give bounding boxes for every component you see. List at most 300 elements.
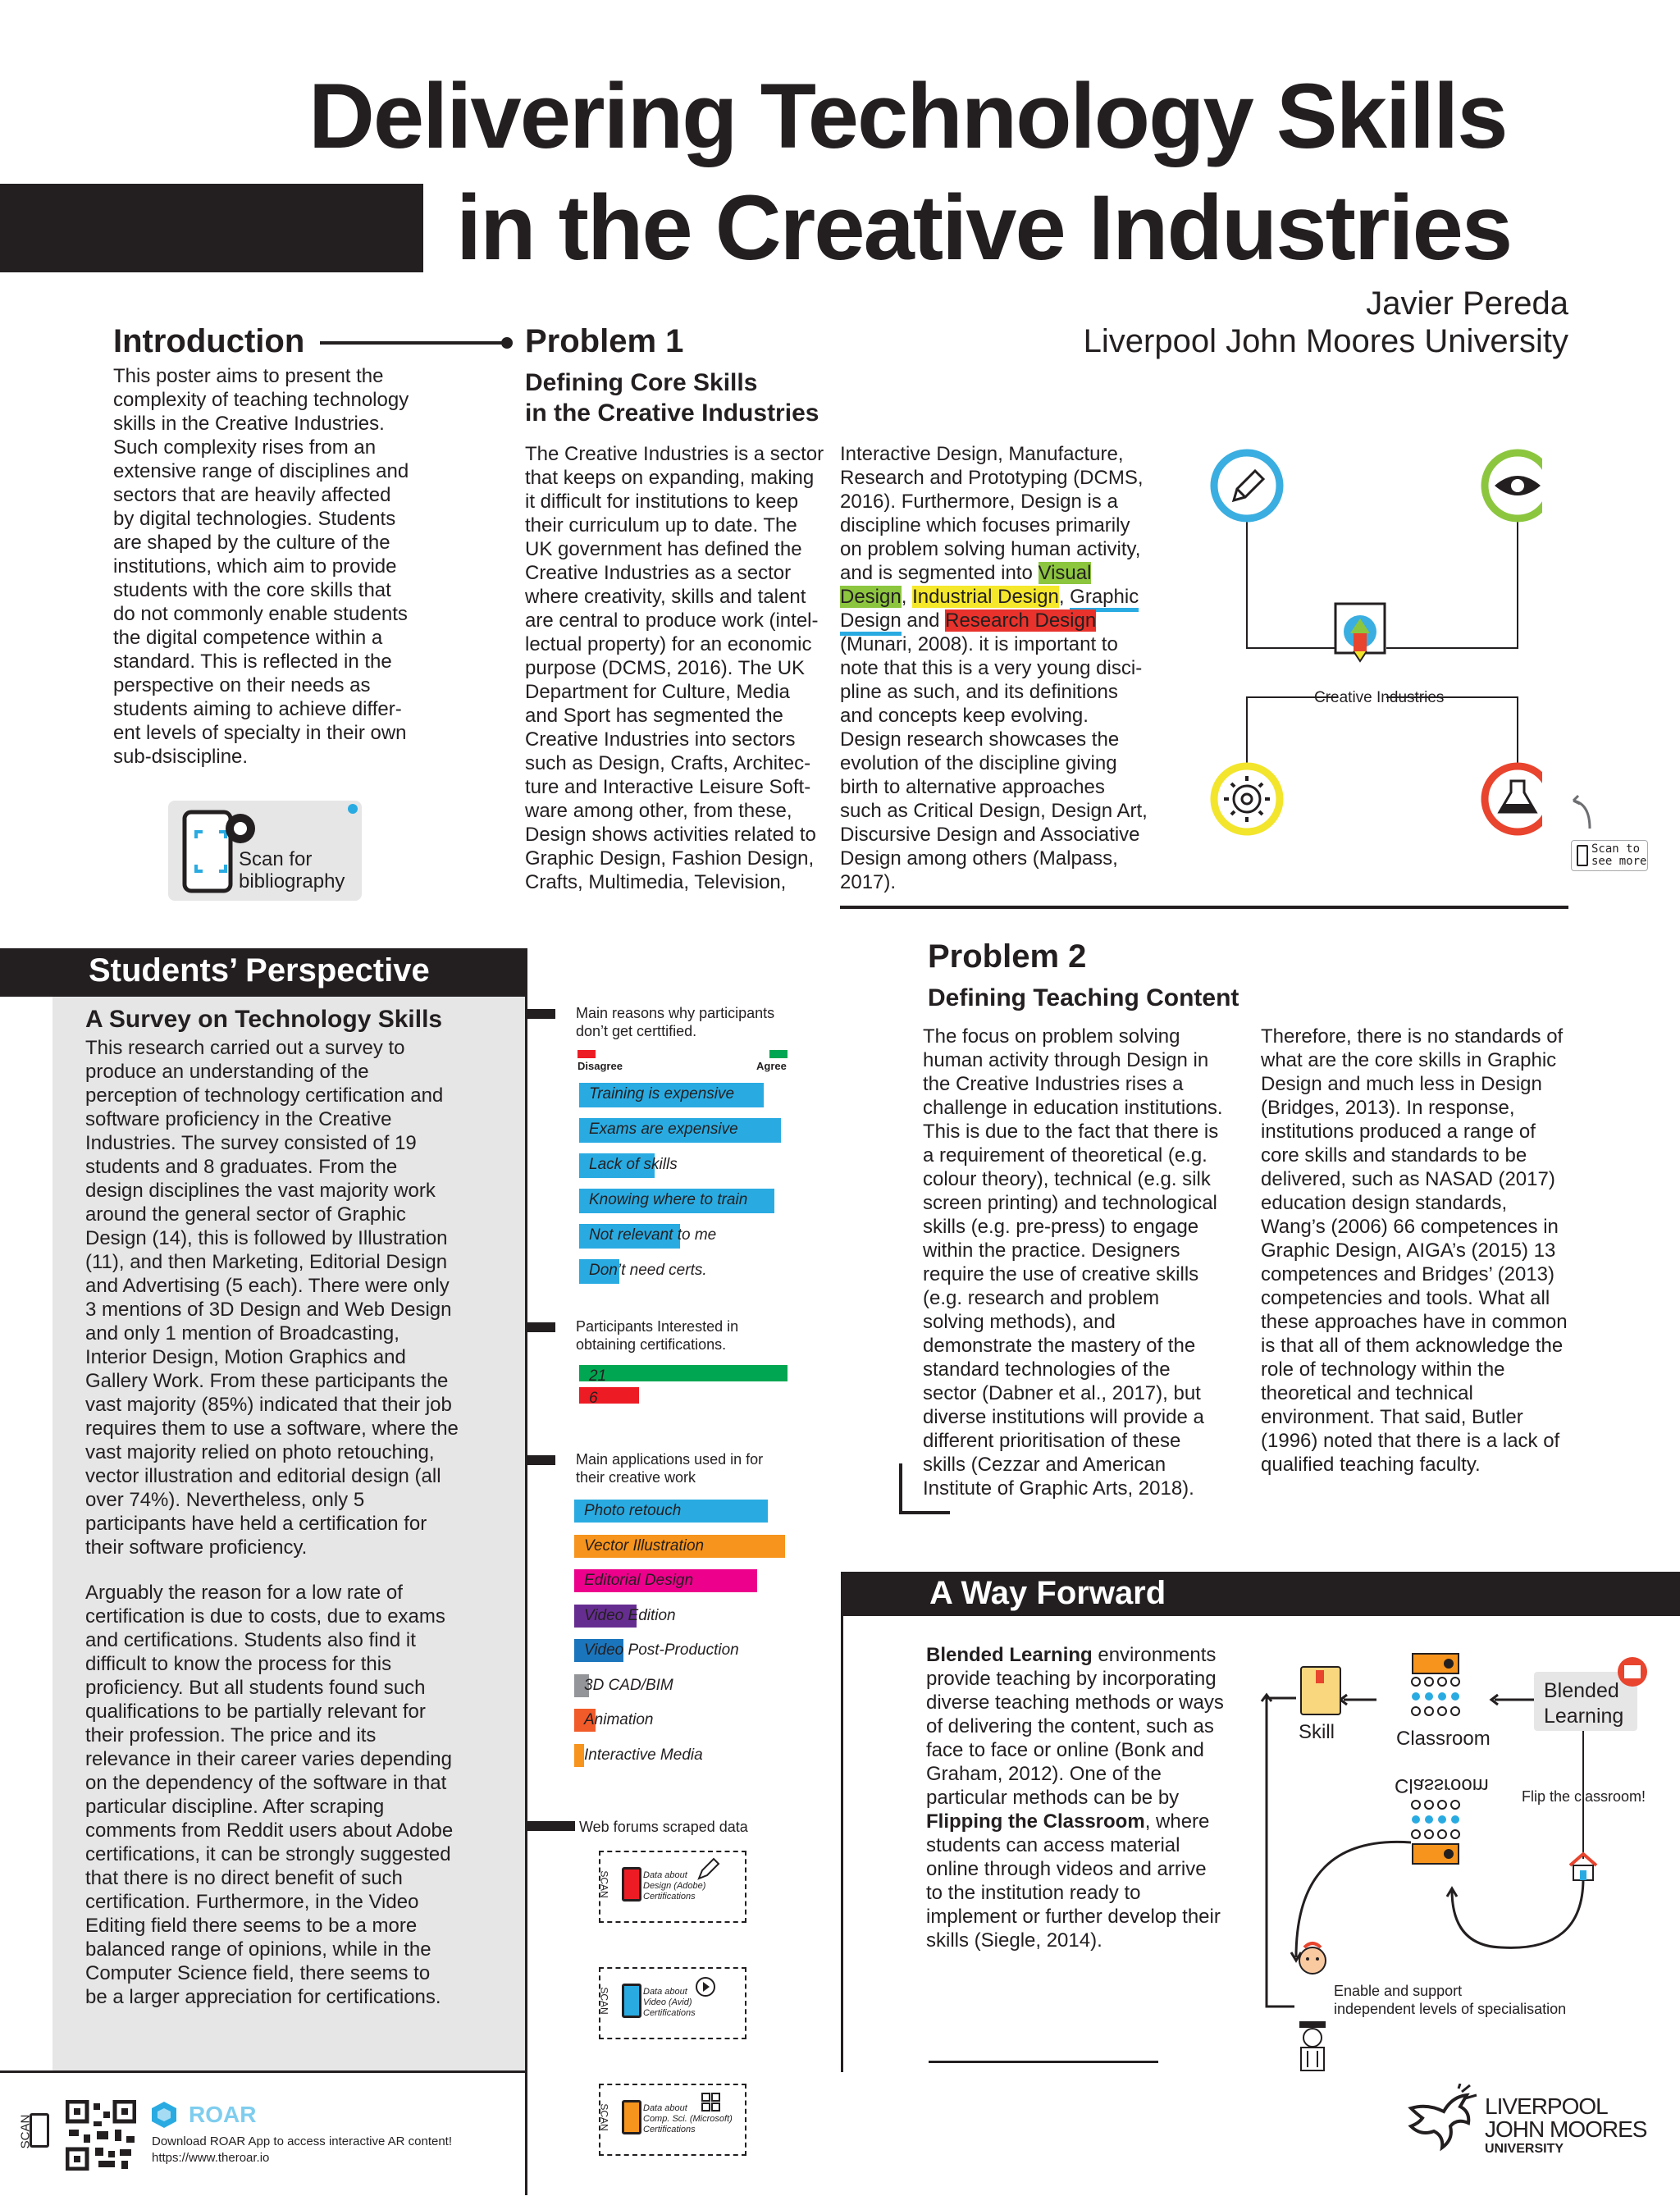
students-subheading: A Survey on Technology Skills xyxy=(85,1006,443,1033)
chart1-tick xyxy=(527,1009,555,1019)
forum-item-line-2: Video (Avid) xyxy=(643,1997,692,2007)
chart3-bar-label: Editorial Design xyxy=(584,1572,694,1589)
roar-wordmark: ROAR xyxy=(189,2102,257,2127)
text-segment: , xyxy=(901,586,913,608)
students-body-b xyxy=(85,1581,512,2009)
p1-line: Design among others (Malpass, xyxy=(840,847,1118,870)
chart3-bar xyxy=(574,1674,673,1697)
intro-line: standard. This is reflected in the xyxy=(113,651,392,673)
chart3-bar xyxy=(574,1744,703,1767)
p1-line: Design shows activities related to xyxy=(525,824,816,846)
chart1-bar xyxy=(579,1118,781,1143)
forum-item-line-3: Certifications xyxy=(643,1892,696,1902)
p1-line: their curriculum up to date. The xyxy=(525,514,797,536)
problem1-heading: Problem 1 xyxy=(525,323,684,359)
p2-line: these approaches have in common xyxy=(1261,1311,1568,1333)
problem1-col1 xyxy=(525,442,837,894)
intro-line: by digital technologies. Students xyxy=(113,508,396,530)
p1-line: pline as such, and its definitions xyxy=(840,681,1118,703)
p2-line: Therefore, there is no standards of xyxy=(1261,1025,1564,1048)
students-line: Gallery Work. From these participants the xyxy=(85,1370,449,1392)
forward-line: provide teaching by incorporating xyxy=(926,1668,1217,1690)
chart3-bar-label: Video Edition xyxy=(584,1606,676,1624)
p2-line: solving methods), and xyxy=(923,1311,1116,1333)
p2-line: require the use of creative skills xyxy=(923,1263,1199,1285)
p2-line: screen printing) and technological xyxy=(923,1192,1217,1214)
forum-item-line-1: Data about xyxy=(643,2103,687,2113)
text-segment: , xyxy=(1058,586,1071,608)
p1-line: Graphic Design, Fashion Design, xyxy=(525,847,815,870)
chart1-bar xyxy=(579,1224,717,1249)
problem1-divider xyxy=(840,906,1568,909)
students-line: Arguably the reason for a low rate of xyxy=(85,1582,403,1604)
p2-line: competencies and tools. What all xyxy=(1261,1287,1550,1309)
students-line: over 74%). Nevertheless, only 5 xyxy=(85,1489,365,1511)
students-line: their profession. The price and its xyxy=(85,1724,377,1746)
p2-line: institutions produced a range of xyxy=(1261,1121,1536,1143)
highlight-industrial: Industrial Design xyxy=(912,586,1059,608)
footer-phone-icon xyxy=(30,2113,49,2148)
p1-line: Creative Industries as a sector xyxy=(525,562,792,584)
p1-line: such as Critical Design, Design Art, xyxy=(840,800,1148,822)
p2-line: skills (e.g. pre-press) to engage xyxy=(923,1216,1199,1238)
students-line: that there is no direct benefit of such xyxy=(85,1867,403,1889)
p2-line: core skills and standards to be xyxy=(1261,1144,1527,1166)
roar-url[interactable]: https://www.theroar.io xyxy=(152,2151,270,2165)
chart3-bar xyxy=(574,1569,757,1592)
students-line: perception of technology certification and xyxy=(85,1084,444,1107)
footer-scan-word: SCAN xyxy=(18,2114,33,2149)
students-line: qualifications to be partially relevant for xyxy=(85,1701,426,1723)
forward-line: diverse teaching methods or ways xyxy=(926,1692,1224,1714)
p2-line: Institute of Graphic Arts, 2018). xyxy=(923,1477,1194,1500)
p2-line: qualified teaching faculty. xyxy=(1261,1454,1481,1476)
author-name: Javier Pereda xyxy=(1366,285,1568,322)
forward-body xyxy=(926,1643,1254,1952)
p1-line: purpose (DCMS, 2016). The UK xyxy=(525,657,806,679)
p1-line: Creative Industries into sectors xyxy=(525,728,796,751)
intro-line: institutions, which aim to provide xyxy=(113,555,397,578)
pencil-icon xyxy=(1214,453,1280,518)
forward-line: skills (Siegle, 2014). xyxy=(926,1929,1102,1952)
students-line: balanced range of opinions, while in the xyxy=(85,1938,431,1961)
forum-phone-icon xyxy=(622,2100,641,2134)
enable-line-1: Enable and support xyxy=(1334,1983,1463,1999)
problem1-subheading xyxy=(525,368,819,428)
chart2-bar xyxy=(579,1365,788,1385)
highlight-research: Research Design xyxy=(945,609,1097,632)
p1-line: and Sport has segmented the xyxy=(525,705,783,727)
forward-line: students can access material xyxy=(926,1834,1180,1856)
intro-line: ent levels of specialty in their own xyxy=(113,722,407,744)
students-line: produce an understanding of the xyxy=(85,1061,369,1083)
intro-line: skills in the Creative Industries. xyxy=(113,413,385,435)
students-line: be a larger appreciation for certifications. xyxy=(85,1986,441,2008)
book-icon xyxy=(1301,1667,1340,1714)
chart1-bar xyxy=(579,1083,764,1107)
chart1-legend-agree: Agree xyxy=(756,1060,787,1072)
intro-line: students aiming to achieve differ- xyxy=(113,698,402,720)
p1-line-highlighted xyxy=(840,561,1168,585)
intro-line: sectors that are heavily affected xyxy=(113,484,391,506)
students-body-a xyxy=(85,1036,512,1559)
chart3-bar xyxy=(574,1709,654,1732)
p1-line: and concepts keep evolving. xyxy=(840,705,1089,727)
p1-line: discipline which focuses primarily xyxy=(840,514,1130,536)
diagram-skill-label: Skill xyxy=(1299,1721,1335,1743)
forum-marker-avid[interactable] xyxy=(599,1967,746,2039)
problem2-col2 xyxy=(1261,1025,1605,1477)
chart1-bar xyxy=(579,1259,707,1284)
diagram-scan-text xyxy=(1591,843,1646,868)
curved-arrow-icon xyxy=(1565,792,1598,833)
p2-line: what are the core skills in Graphic xyxy=(1261,1049,1557,1071)
chart2-bar-label: 6 xyxy=(589,1390,598,1407)
forward-line: implement or further develop their xyxy=(926,1906,1221,1928)
p2-line: is that all of them acknowledge the xyxy=(1261,1335,1564,1357)
p2-line: colour theory), technical (e.g. silk xyxy=(923,1168,1211,1190)
problem2-col1 xyxy=(923,1025,1251,1500)
chart2-title-line-1: Participants Interested in xyxy=(576,1318,739,1335)
students-line: and only 1 mention of Broadcasting, xyxy=(85,1322,399,1345)
blended-line-2: Learning xyxy=(1544,1705,1624,1728)
p2-line: environment. That said, Butler xyxy=(1261,1406,1523,1428)
forum-item-line-1: Data about xyxy=(643,1987,687,1997)
forward-line xyxy=(926,1810,1254,1833)
p2-line: Wang’s (2006) 66 competences in xyxy=(1261,1216,1559,1238)
p2-line: sector (Dabner et al., 2017), but xyxy=(923,1382,1201,1404)
diagram-blended-label xyxy=(1544,1678,1623,1729)
roar-download-text: Download ROAR App to access interactive AR content! xyxy=(152,2134,453,2148)
p1-line: Discursive Design and Associative xyxy=(840,824,1140,846)
p1-line-highlighted xyxy=(840,609,1168,632)
problem2-heading: Problem 2 xyxy=(928,938,1087,975)
student-icon xyxy=(1299,1943,1326,1974)
chart1-legend-disagree-swatch xyxy=(578,1050,596,1058)
forum-marker-adobe[interactable] xyxy=(599,1851,746,1923)
students-line: proficiency. But all students found such xyxy=(85,1677,426,1699)
forum-phone-icon xyxy=(622,1984,641,2018)
students-line: on the dependency of the software in that xyxy=(85,1772,447,1794)
students-line: software proficiency in the Creative xyxy=(85,1108,392,1130)
forum-item-line-3: Certifications xyxy=(643,2008,696,2018)
chart1-bar-label: Training is expensive xyxy=(589,1085,735,1103)
problem1-subheading-line-2: in the Creative Industries xyxy=(525,399,819,427)
p1-line: 2017). xyxy=(840,871,897,893)
highlight-visual: Visual xyxy=(1038,562,1092,584)
students-line: design disciplines the vast majority work xyxy=(85,1180,436,1202)
ljmu-liver-bird-logo xyxy=(1404,2084,1483,2153)
text-segment: , where xyxy=(1144,1810,1210,1833)
p2-line: The focus on problem solving xyxy=(923,1025,1180,1048)
diagram-scan-badge[interactable] xyxy=(1571,840,1648,871)
chart3-bar xyxy=(574,1605,676,1628)
students-line: Industries. The survey consisted of 19 xyxy=(85,1132,417,1154)
creative-industries-icon xyxy=(1335,604,1385,661)
intro-line: extensive range of disciplines and xyxy=(113,460,409,482)
p1-line: ware among other, from these, xyxy=(525,800,792,822)
p2-line: Design and much less in Design xyxy=(1261,1073,1542,1095)
p2-line: different prioritisation of these xyxy=(923,1430,1181,1452)
students-line: 3 mentions of 3D Design and Web Design xyxy=(85,1299,452,1321)
p2-line: education design standards, xyxy=(1261,1192,1508,1214)
scan-dot xyxy=(348,804,358,814)
title-bar-accent xyxy=(0,184,423,272)
p2-line: challenge in education institutions. xyxy=(923,1097,1223,1119)
students-line: and Advertising (5 each). There were only xyxy=(85,1275,450,1297)
chart3-bar xyxy=(574,1500,768,1523)
intro-line: students with the core skills that xyxy=(113,579,391,601)
students-line: difficult to know the process for this xyxy=(85,1653,392,1675)
chart1-bar-label: Not relevant to me xyxy=(589,1226,717,1244)
problem1-subheading-line-1: Defining Core Skills xyxy=(525,369,758,396)
eye-icon xyxy=(1485,453,1542,518)
chart1-bar xyxy=(579,1189,774,1213)
footer-top-rule xyxy=(0,2070,525,2073)
p1-line: it difficult for institutions to keep xyxy=(525,491,799,513)
students-band-title: Students’ Perspective xyxy=(89,952,430,988)
forward-vertical-rule xyxy=(841,1616,843,2072)
creative-industries-diagram xyxy=(1198,443,1542,853)
p1-line: (Munari, 2008). it is important to xyxy=(840,633,1118,655)
chart3-tick xyxy=(527,1455,555,1465)
forum-item-line-2: Design (Adobe) xyxy=(643,1881,706,1891)
scan-text-line-2: see more xyxy=(1591,855,1647,868)
chart3-title xyxy=(576,1450,763,1486)
diagram-enable-label xyxy=(1334,1982,1566,2018)
windows-icon xyxy=(701,2092,722,2113)
forward-line: online through videos and arrive xyxy=(926,1858,1207,1880)
students-line: their software proficiency. xyxy=(85,1536,308,1559)
classroom-icon xyxy=(1412,1654,1459,1715)
students-line: vector illustration and editorial design (all xyxy=(85,1465,441,1487)
forum-item-text xyxy=(643,1987,696,2019)
forum-scan-word: SCAN xyxy=(598,1870,610,1898)
students-line: participants have held a certification for xyxy=(85,1513,427,1535)
enable-line-2: independent levels of specialisation xyxy=(1334,2001,1567,2017)
chart3-title-line-1: Main applications used in for xyxy=(576,1451,764,1468)
students-line: and certifications. Students also find it xyxy=(85,1629,416,1651)
diagram-flip-label: Flip the classroom! xyxy=(1522,1788,1646,1805)
intro-line: are shaped by the culture of the xyxy=(113,532,390,554)
students-line: (11), and then Marketing, Editorial Design xyxy=(85,1251,448,1273)
text-segment: environments xyxy=(1092,1644,1217,1666)
p1-line: note that this is a very young disci- xyxy=(840,657,1143,679)
problem2-bracket xyxy=(899,1463,950,1514)
blended-line-1: Blended xyxy=(1544,1679,1619,1702)
forward-bottom-rule xyxy=(929,2061,1158,2063)
forum-scan-word: SCAN xyxy=(598,1987,610,2015)
p1-line: on problem solving human activity, xyxy=(840,538,1141,560)
forward-line: particular methods can be by xyxy=(926,1787,1180,1809)
p1-line: The Creative Industries is a sector xyxy=(525,443,824,465)
chart3-bar xyxy=(574,1639,739,1662)
p1-line: Research and Prototyping (DCMS, xyxy=(840,467,1144,489)
graduate-icon xyxy=(1299,2021,1326,2070)
scan-label xyxy=(239,848,345,893)
p2-line: Graphic Design, AIGA’s (2015) 13 xyxy=(1261,1240,1556,1262)
text-segment: and xyxy=(901,609,946,632)
students-line: requires them to use a software, where the xyxy=(85,1418,459,1440)
p1-line: UK government has defined the xyxy=(525,538,802,560)
diagram-classroom-flipped-label: Classroom xyxy=(1395,1774,1489,1797)
chart1-legend-disagree: Disagree xyxy=(578,1060,623,1072)
forward-line xyxy=(926,1643,1254,1667)
students-line: particular discipline. After scraping xyxy=(85,1796,385,1818)
forum-phone-icon xyxy=(622,1867,641,1902)
problem2-subheading: Defining Teaching Content xyxy=(928,984,1239,1011)
text-segment: and is segmented into xyxy=(840,562,1039,584)
p2-line: a requirement of theoretical (e.g. xyxy=(923,1144,1208,1166)
forum-marker-microsoft[interactable] xyxy=(599,2084,746,2156)
ljmu-logo-line-2: JOHN MOORES xyxy=(1485,2116,1647,2142)
intro-line: the digital competence within a xyxy=(113,627,383,649)
p2-line: competences and Bridges’ (2013) xyxy=(1261,1263,1554,1285)
p2-line: standard technologies of the xyxy=(923,1358,1171,1381)
p2-line: skills (Cezzar and American xyxy=(923,1454,1166,1476)
flask-icon xyxy=(1485,766,1542,832)
students-line: certification. Furthermore, in the Video xyxy=(85,1891,419,1913)
p1-line-highlighted xyxy=(840,585,1168,609)
chart1-bar-label: Lack of skills xyxy=(589,1156,678,1173)
intro-line: This poster aims to present the xyxy=(113,365,384,387)
forum-item-line-2: Comp. Sci. (Microsoft) xyxy=(643,2114,733,2124)
p1-line: 2016). Furthermore, Design is a xyxy=(840,491,1118,513)
intro-heading: Introduction xyxy=(113,323,305,359)
chart1-legend-agree-swatch xyxy=(769,1050,788,1058)
p2-line: demonstrate the mastery of the xyxy=(923,1335,1196,1357)
students-line: Design (14), this is followed by Illustration xyxy=(85,1227,448,1249)
forum-item-line-1: Data about xyxy=(643,1870,687,1880)
chart1-bar-label: Don’t need certs. xyxy=(589,1262,707,1279)
roar-qr-code[interactable] xyxy=(66,2100,136,2171)
p2-line: within the practice. Designers xyxy=(923,1240,1180,1262)
p1-line: ture and Interactive Leisure Soft- xyxy=(525,776,811,798)
students-line: students and 8 graduates. From the xyxy=(85,1156,398,1178)
p1-line: Interactive Design, Manufacture, xyxy=(840,443,1124,465)
chart3-bar-label: Interactive Media xyxy=(584,1746,703,1764)
p1-line: that keeps on expanding, making xyxy=(525,467,815,489)
pen-icon xyxy=(696,1857,720,1882)
poster-title-line-1: Delivering Technology Skills xyxy=(308,65,1507,167)
highlight-graphic: Graphic xyxy=(1070,586,1139,612)
poster-title-line-2: in the Creative Industries xyxy=(456,176,1512,279)
forums-title: Web forums scraped data xyxy=(579,1819,748,1835)
intro-line: Such complexity rises from an xyxy=(113,436,377,459)
chart3-bar-label: 3D CAD/BIM xyxy=(584,1676,673,1694)
gear-icon xyxy=(1214,766,1280,832)
p1-line: birth to alternative approaches xyxy=(840,776,1105,798)
students-line: Interior Design, Motion Graphics and xyxy=(85,1346,406,1368)
bibliography-scan-button[interactable] xyxy=(168,801,362,901)
creative-industries-label: Creative Industries xyxy=(1314,689,1445,706)
p1-line: evolution of the discipline giving xyxy=(840,752,1117,774)
students-line: vast majority relied on photo retouching, xyxy=(85,1441,435,1463)
intro-body xyxy=(113,364,474,769)
p2-line: human activity through Design in xyxy=(923,1049,1209,1071)
p2-line: delivered, such as NASAD (2017) xyxy=(1261,1168,1555,1190)
forward-line: to the institution ready to xyxy=(926,1882,1141,1904)
scan-label-line-1: Scan for xyxy=(239,848,313,870)
students-line: certification is due to costs, due to exams xyxy=(85,1605,445,1628)
chart3-bar-label: Photo retouch xyxy=(584,1502,682,1519)
ljmu-logo-line-3: UNIVERSITY xyxy=(1485,2142,1564,2156)
chart2-title xyxy=(576,1317,738,1354)
forward-bold-term: Flipping the Classroom xyxy=(926,1810,1145,1833)
chart1-bar xyxy=(579,1153,678,1178)
students-line: Editing field there seems to be a more xyxy=(85,1915,418,1937)
chart3-bar xyxy=(574,1535,785,1558)
problem1-col2 xyxy=(840,442,1168,894)
forum-scan-word: SCAN xyxy=(598,2103,610,2131)
forum-item-line-3: Certifications xyxy=(643,2125,696,2134)
p1-line: where creativity, skills and talent xyxy=(525,586,806,608)
chart3-bar-label: Vector Illustration xyxy=(584,1536,705,1555)
students-left-rule xyxy=(0,994,525,997)
highlight-design: Design xyxy=(840,586,902,608)
p2-line: theoretical and technical xyxy=(1261,1382,1473,1404)
chart2-bar xyxy=(579,1387,639,1407)
forward-band-title: A Way Forward xyxy=(929,1575,1166,1611)
intro-line: sub-dsiscipline. xyxy=(113,746,249,768)
intro-line: perspective on their needs as xyxy=(113,674,371,696)
forward-line: Graham, 2012). One of the xyxy=(926,1763,1162,1785)
chart1-bar-label: Knowing where to train xyxy=(589,1191,748,1208)
scan-text-line-1: Scan to xyxy=(1591,842,1641,856)
forward-band xyxy=(841,1572,1680,1616)
chart3-bar-label: Video Post-Production xyxy=(584,1641,739,1659)
forward-bold-term: Blended Learning xyxy=(926,1644,1093,1666)
chart1-title xyxy=(576,1004,774,1040)
p2-line: This is due to the fact that there is xyxy=(923,1121,1219,1143)
intro-line: do not commonly enable students xyxy=(113,603,408,625)
students-line: vast majority (85%) indicated that their job xyxy=(85,1394,452,1416)
students-line: around the general sector of Graphic xyxy=(85,1203,406,1226)
forward-line: of delivering the content, such as xyxy=(926,1715,1214,1737)
p2-line: (1996) noted that there is a lack of xyxy=(1261,1430,1560,1452)
forward-line: face to face or online (Bonk and xyxy=(926,1739,1204,1761)
students-line: Computer Science field, there seems to xyxy=(85,1962,431,1984)
ljmu-logo-line-1: LIVERPOOL xyxy=(1485,2093,1608,2119)
highlight-graphic-design: Design xyxy=(840,609,902,636)
students-line: This research carried out a survey to xyxy=(85,1037,405,1059)
chart1-title-line-1: Main reasons why participants xyxy=(576,1005,775,1021)
roar-logo-icon xyxy=(149,2100,179,2130)
play-icon xyxy=(694,1975,717,1998)
chart3-title-line-2: their creative work xyxy=(576,1469,696,1486)
p2-line: role of technology within the xyxy=(1261,1358,1505,1381)
students-band xyxy=(0,948,525,994)
p1-line: are central to produce work (intel- xyxy=(525,609,819,632)
students-line: relevance in their career varies depending xyxy=(85,1748,452,1770)
p1-line: such as Design, Crafts, Architec- xyxy=(525,752,811,774)
scan-label-line-2: bibliography xyxy=(239,870,345,893)
charts-vertical-rule xyxy=(525,948,527,2195)
chart1-title-line-2: don’t get certtified. xyxy=(576,1023,697,1039)
students-line: comments from Reddit users about Adobe xyxy=(85,1819,454,1842)
intro-connector-line xyxy=(320,335,517,351)
students-line: certifications, it can be strongly suggested xyxy=(85,1843,451,1865)
p1-line: Department for Culture, Media xyxy=(525,681,790,703)
p1-line: Crafts, Multimedia, Television, xyxy=(525,871,787,893)
p2-line: diverse institutions will provide a xyxy=(923,1406,1204,1428)
intro-line: complexity of teaching technology xyxy=(113,389,409,411)
p2-line: the Creative Industries rises a xyxy=(923,1073,1184,1095)
p1-line: Design research showcases the xyxy=(840,728,1120,751)
author-institution: Liverpool John Moores University xyxy=(1083,323,1568,359)
p2-line: (e.g. research and problem xyxy=(923,1287,1160,1309)
p1-line: lectual property) for an economic xyxy=(525,633,812,655)
